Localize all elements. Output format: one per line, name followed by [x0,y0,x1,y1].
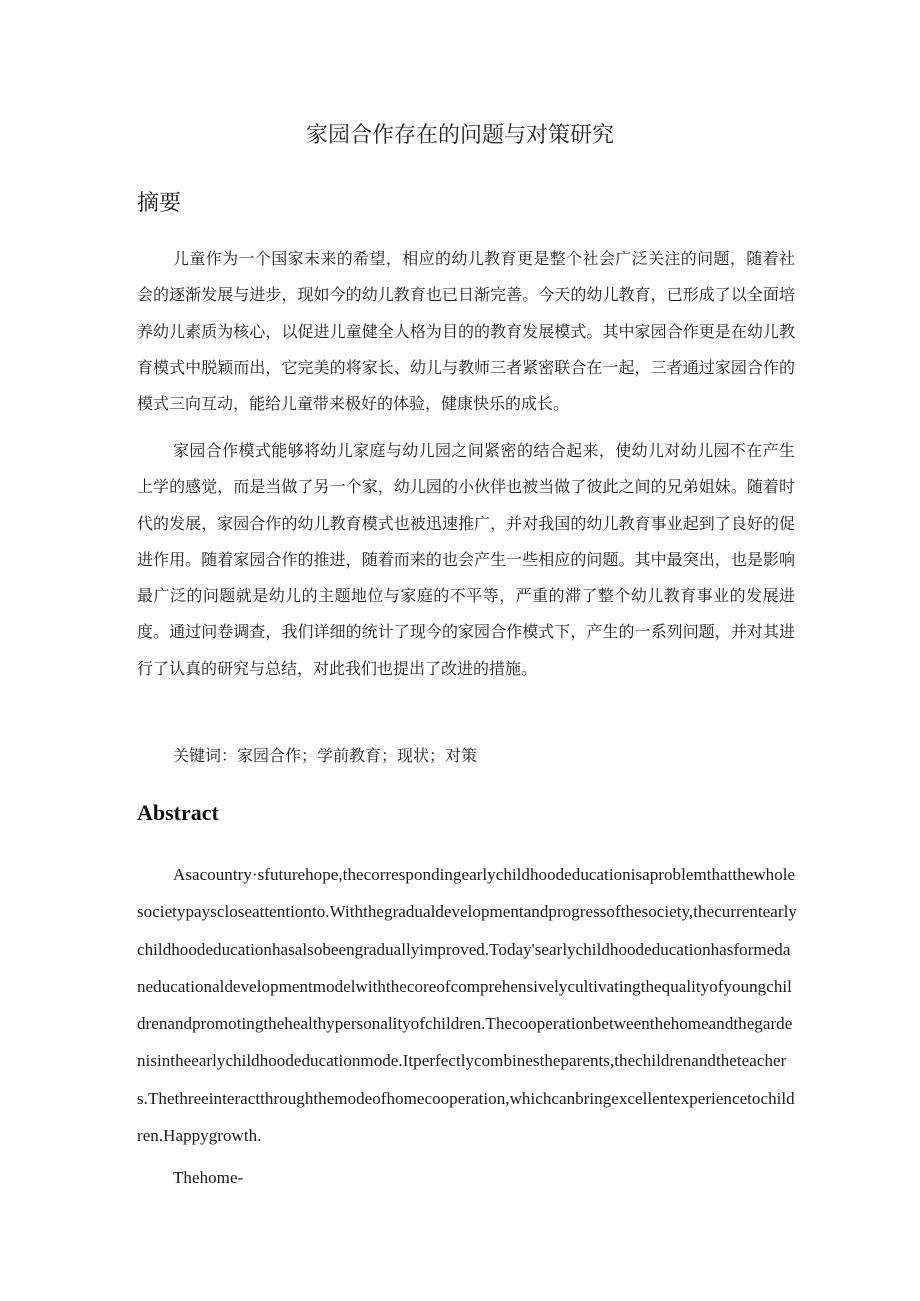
keywords-line: 关键词：家园合作；学前教育；现状；对策 [173,746,478,765]
abstract-en-paragraph-2: Thehome- [173,1168,244,1187]
document-title: 家园合作存在的问题与对策研究 [305,123,614,148]
abstract-cn-heading: 摘要 [137,191,182,216]
abstract-en-paragraph-1: Asacountry·sfuturehope,thecorrespondingearlychildhoodeducationisaproblemthatthewholesocietypayscloseattentionto.Withthegradualdevelopmentandprogressofthesociety,thecurrentearlychildhoodeducationhasalsobeengraduallyimproved.Today'searlychildhoodeducationhasformedaneducationaldevelopmentmodelwiththecoreofcomprehensivelycultivatingthequalityofyoungchildrenandpromotingthehealthypersonalityofchildren.Thecooperationbetweenthehomeandthegardenisintheearlychildhoodeducationmode.Itperfectlycombinestheparents,thechildrenandtheteachers.Thethreeinteractthroughthemodeofhomecooperation,whichcanbringexcellentexperiencetochildren.Happygrowth. [137,865,797,1146]
abstract-en-heading: Abstract [137,800,219,825]
abstract-cn-paragraph-1: 儿童作为一个国家未来的希望，相应的幼儿教育更是整个社会广泛关注的问题，随着社会的逐渐发展与进步，现如今的幼儿教育也已日渐完善。今天的幼儿教育，已形成了以全面培养幼儿素质为核心，以促进儿童健全人格为目的的教育发展模式。其中家园合作更是在幼儿教育模式中脱颖而出，它完美的将家长、幼儿与教师三者紧密联合在一起，三者通过家园合作的模式三向互动，能给儿童带来极好的体验，健康快乐的成长。 [137,249,795,414]
abstract-cn-paragraph-2: 家园合作模式能够将幼儿家庭与幼儿园之间紧密的结合起来，使幼儿对幼儿园不在产生上学的感觉，而是当做了另一个家，幼儿园的小伙伴也被当做了彼此之间的兄弟姐妹。随着时代的发展，家园合作的幼儿教育模式也被迅速推广，并对我国的幼儿教育事业起到了良好的促进作用。随着家园合作的推进，随着而来的也会产生一些相应的问题。其中最突出，也是影响最广泛的问题就是幼儿的主题地位与家庭的不平等，严重的滞了整个幼儿教育事业的发展进度。通过问卷调查，我们详细的统计了现今的家园合作模式下，产生的一系列问题，并对其进行了认真的研究与总结，对此我们也提出了改进的措施。 [137,441,795,678]
